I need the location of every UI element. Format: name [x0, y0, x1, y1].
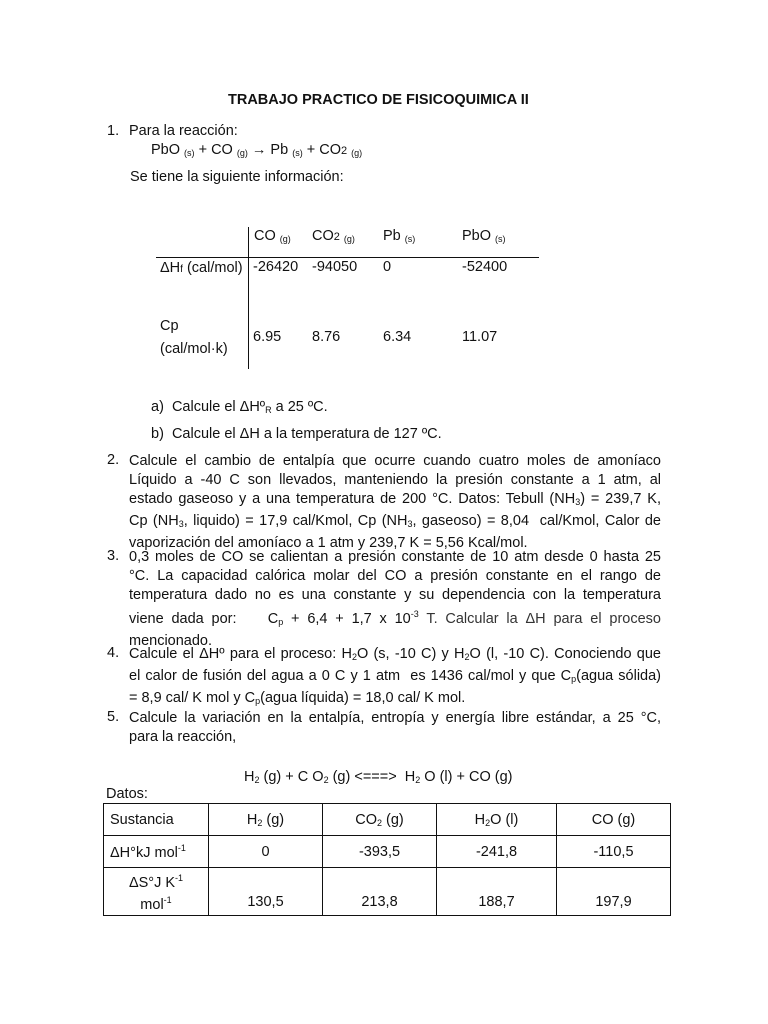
table-cell: 197,9 [557, 868, 671, 916]
problem-1-intro: Para la reacción: [129, 123, 238, 139]
table-header-cell: $H_2O$ (l) [437, 804, 557, 836]
table-1-header-co2: CO2 $_{(g)}$ [312, 228, 355, 244]
problem-3-text: 0,3 moles de CO se calientan a presión constante de 10 atm desde 0 hasta 25 °C. La capacidad calórica molar del CO a presión constante en el rango de temperatura dado no es una constante y su dependencia con la temperatura viene dada por: $C_p + 6,4 + 1,7$ x $10^{-3}$ T. Calcular la ΔH para el proceso mencionado. [129, 549, 661, 649]
reaction-equation-1: PbO $_{(s)}$ + CO $_{(g)}$ → Pb $_{(s)}$ + CO2 $_{(g)}$ [151, 142, 363, 158]
table-cell: -393,5 [323, 836, 437, 868]
table-row [104, 868, 671, 916]
table-1-header-pbo: PbO $_{(s)}$ [462, 228, 506, 244]
table-header-cell: CO (g) [557, 804, 671, 836]
item-number-5: 5. [107, 709, 120, 725]
table-1-cell: 6.34 [383, 329, 412, 345]
table-cell: -241,8 [437, 836, 557, 868]
table-1-row-label-cp: Cp [160, 318, 179, 334]
item-number-4: 4. [107, 645, 120, 661]
problem-1-info: Se tiene la siguiente información: [130, 169, 344, 185]
table-cell: 188,7 [437, 868, 557, 916]
table-1-header-co: CO $_{(g)}$ [254, 228, 291, 244]
data-table [103, 803, 671, 916]
table-1-horizontal-rule [156, 257, 539, 258]
problem-1-part-a: a) Calcule el ΔHº$_R$ a 25 ºC. [151, 399, 328, 415]
table-cell: 0 [209, 836, 323, 868]
table-1-cell: -26420 [253, 259, 299, 275]
table-1-cell: 8.76 [312, 329, 341, 345]
table-row-label: ΔH°kJ mol$^{-1}$ [104, 836, 209, 868]
table-1-cell: 6.95 [253, 329, 282, 345]
table-cell: -110,5 [557, 836, 671, 868]
table-row [104, 804, 671, 836]
table-1-cell: -94050 [312, 259, 358, 275]
page-title: TRABAJO PRACTICO DE FISICOQUIMICA II [228, 92, 529, 108]
table-cell: 130,5 [209, 868, 323, 916]
item-number-2: 2. [107, 452, 120, 468]
table-row [104, 836, 671, 868]
table-1-cell: -52400 [462, 259, 508, 275]
item-number-3: 3. [107, 548, 120, 564]
problem-2-text: Calcule el cambio de entalpía que ocurre cuando cuatro moles de amoníaco Líquido a -40 C son llevados, manteniendo la presión constante a 1 atm, al estado gaseoso y a una temperatura de 200 °C. Datos: Tebull $(NH_3) = 239,7$ K, Cp ($NH_3$, liquido) = 17,9 cal/Kmol, Cp ($NH_3$, gaseoso) = 8,04 cal/Kmol, Calor de vaporización del amoníaco a 1 atm y 239,7 K = 5,56 Kcal/mol. [129, 453, 661, 551]
problem-5-text: Calcule la variación en la entalpía, entropía y energía libre estándar, a 25 °C, para la reacción, [129, 710, 661, 745]
problem-1-part-b: b) Calcule el ΔH a la temperatura de 127 ºC. [151, 426, 442, 442]
table-1-vertical-rule [248, 227, 249, 369]
table-header-cell: $H_2$ (g) [209, 804, 323, 836]
table-row-label: ΔS°J $K^{-1}$ mol$^{-1}$ [104, 868, 209, 916]
item-number-1: 1. [107, 123, 120, 139]
table-header-cell: Sustancia [104, 804, 209, 836]
table-header-cell: $CO_2$ (g) [323, 804, 437, 836]
table-1-row-label-dhf: ΔHf (cal/mol) [160, 260, 243, 276]
table-1-row-label-cp-unit: (cal/mol·k) [160, 341, 228, 357]
table-1-cell: 0 [383, 259, 392, 275]
datos-label: Datos: [106, 786, 148, 802]
reaction-equation-5: $H_2$ (g) + C $O_2$ (g) <===> $H_2$ O (l) + CO (g) [244, 769, 513, 785]
table-1-header-pb: Pb $_{(s)}$ [383, 228, 416, 244]
table-1-cell: 11.07 [462, 329, 498, 345]
table-cell: 213,8 [323, 868, 437, 916]
problem-4-text: Calcule el ΔHº para el proceso: $H_2O$ (s, -10 C) y $H_2O$ (l, -10 C). Conociendo que el calor de fusión del agua a 0 C y 1 atm es 1436 cal/mol y que $C_p(agua$ sólida) = 8,9 cal/ K mol y $C_p(agua$ líquida) = 18,0 cal/ K mol. [129, 646, 662, 706]
